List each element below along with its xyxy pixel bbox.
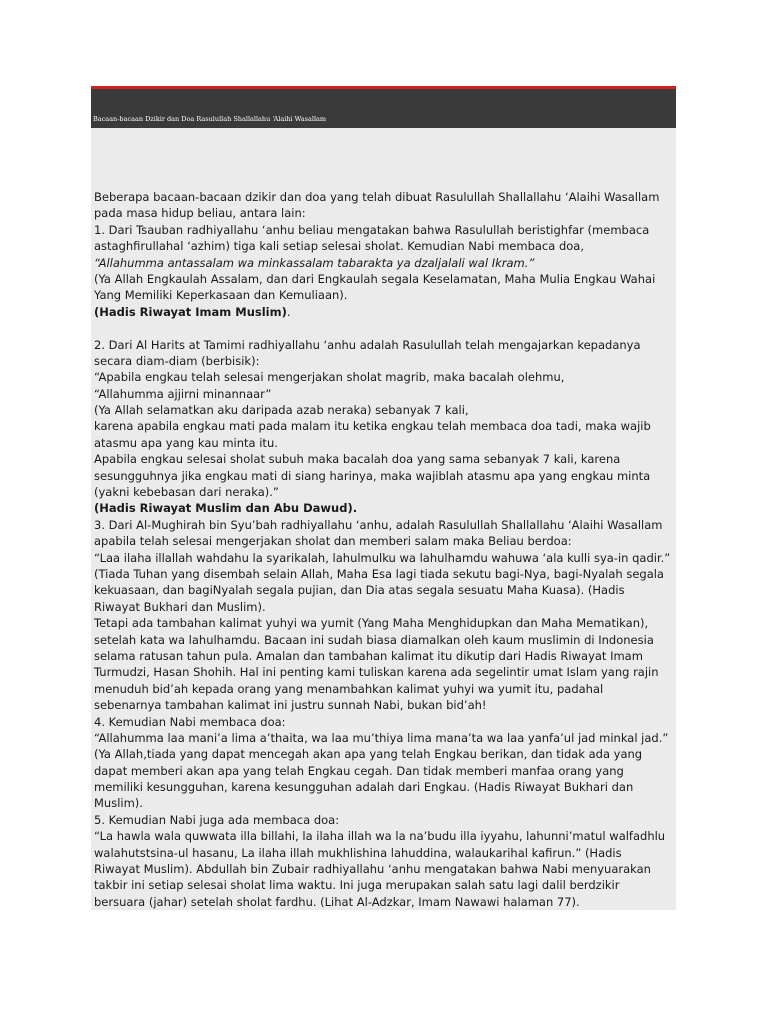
- text-line: bersuara (jahar) setelah sholat fardhu. (Lihat Al-Adzkar, Imam Nawawi halaman 77).: [94, 894, 580, 909]
- text-line: “Apabila engkau telah selesai mengerjakan sholat magrib, maka bacalah olehmu,: [94, 370, 565, 385]
- text-line: apabila telah selesai mengerjakan sholat dan memberi salam maka Beliau berdoa:: [94, 534, 572, 549]
- text-line: Riwayat Bukhari dan Muslim).: [94, 599, 266, 614]
- quote-line: “Allahumma antassalam wa minkassalam tabarakta ya dzaljalali wal Ikram.”: [94, 255, 535, 270]
- text-line: “La hawla wala quwwata illa billahi, la ilaha illah wa la na’budu illa iyyahu, lahunni’matul walfadhlu: [94, 829, 666, 844]
- text-line: Beberapa bacaan-bacaan dzikir dan doa yang telah dibuat Rasulullah Shallallahu ‘Alaihi Wasallam: [94, 190, 660, 204]
- text-line: 5. Kemudian Nabi juga ada membaca doa:: [94, 812, 340, 827]
- text-line: setelah kata wa lahulhamdu. Bacaan ini sudah biasa diamalkan oleh kaum muslimin di Indonesia: [94, 632, 654, 647]
- text-line: sesungguhnya jika engkau mati di siang harinya, maka wajiblah atasmu apa yang engkau minta: [94, 468, 651, 483]
- text-line: menuduh bid’ah kepada orang yang menambahkan kalimat yuhyi wa yumit itu, padahal: [94, 681, 604, 696]
- citation-line: [94, 304, 674, 320]
- text-line: memiliki kesungguhan, karena kesungguhan adalah dari Engkau. (Hadis Riwayat Bukhari dan: [94, 780, 634, 795]
- text-line: 3. Dari Al-Mughirah bin Syu’bah radhiyallahu ‘anhu, adalah Rasulullah Shallallahu ‘Alaihi Wasallam: [94, 517, 663, 532]
- text-line: atasmu apa yang kau minta itu.: [94, 435, 278, 450]
- text-line: kekuasaan, dan bagiNyalah segala pujian, dan Dia atas segala sesuatu Maha Kuasa). (Hadis: [94, 583, 625, 598]
- text-line: karena apabila engkau mati pada malam itu ketika engkau telah membaca doa tadi, maka wajib: [94, 419, 651, 434]
- text-line: Apabila engkau selesai sholat subuh maka bacalah doa yang sama sebanyak 7 kali, karena: [94, 452, 621, 467]
- text-line: 4. Kemudian Nabi membaca doa:: [94, 714, 286, 729]
- text-line: pada masa hidup beliau, antara lain:: [94, 206, 306, 221]
- blank-line: [94, 320, 674, 336]
- citation-bold: (Hadis Riwayat Imam Muslim): [94, 304, 287, 319]
- text-line: dapat memberi akan apa yang telah Engkau cegah. Dan tidak memberi manfaa orang yang: [94, 763, 624, 778]
- text-line: Muslim).: [94, 796, 143, 811]
- text-line: Riwayat Muslim). Abdullah bin Zubair radhiyallahu ‘anhu mengatakan bahwa Nabi menyuarakan: [94, 862, 651, 877]
- citation-period: .: [286, 304, 291, 319]
- text-line: (Tiada Tuhan yang disembah selain Allah, Maha Esa lagi tiada sekutu bagi-Nya, bagi-Nyalah segala: [94, 566, 664, 581]
- text-line: (Ya Allah selamatkan aku daripada azab neraka) sebanyak 7 kali,: [94, 403, 469, 418]
- text-line: (Ya Allah Engkaulah Assalam, dan dari Engkaulah segala Keselamatan, Maha Mulia Engkau Wahai: [94, 271, 656, 286]
- text-line: 2. Dari Al Harits at Tamimi radhiyallahu ‘anhu adalah Rasulullah telah mengajarkan kepadanya: [94, 337, 641, 352]
- text-line: “Laa ilaha illallah wahdahu la syarikalah, lahulmulku wa lahulhamdu wahuwa ‘ala kulli sya-in qadir.”: [94, 550, 671, 565]
- text-line: 1. Dari Tsauban radhiyallahu ‘anhu beliau mengatakan bahwa Rasulullah beristighfar (membaca: [94, 222, 650, 237]
- page-title: Bacaan-bacaan Dzikir dan Doa Rasulullah Shallallahu ‘Alaihi Wasallam: [93, 115, 327, 123]
- citation-line: (Hadis Riwayat Muslim dan Abu Dawud).: [94, 501, 358, 516]
- text-line: walahutstsina-ul hasanu, La ilaha illah mukhlishina lahuddina, walaukarihal kafirun.” (Hadis: [94, 845, 622, 860]
- text-line: selama ratusan tahun pula. Amalan dan tambahan kalimat itu dikutip dari Hadis Riwayat Imam: [94, 648, 643, 663]
- article-body: [94, 189, 674, 910]
- text-line: Turmudzi, Hasan Shohih. Hal ini penting kami tuliskan karena ada segelintir umat Islam yang rajin: [94, 665, 659, 680]
- text-line: Tetapi ada tambahan kalimat yuhyi wa yumit (Yang Maha Menghidupkan dan Maha Mematikan),: [94, 616, 649, 631]
- text-line: (Ya Allah,tiada yang dapat mencegah akan apa yang telah Engkau berikan, dan tidak ada yang: [94, 747, 643, 762]
- text-line: takbir ini setiap selesai sholat lima waktu. Ini juga merupakan salah satu lagi dalil berdzikir: [94, 878, 620, 893]
- text-line: Yang Memiliki Keperkasaan dan Kemuliaan).: [94, 288, 348, 303]
- text-line: secara diam-diam (berbisik):: [94, 353, 260, 368]
- text-line: “Allahumma ajjirni minannaar”: [94, 386, 272, 401]
- text-line: sebenarnya tambahan kalimat ini justru sunnah Nabi, bukan bid’ah!: [94, 698, 487, 713]
- text-line: “Allahumma laa mani’a lima a’thaita, wa laa mu’thiya lima mana’ta wa laa yanfa’ul jad minkal jad.”: [94, 730, 669, 745]
- text-line: astaghfirullahal ‘azhim) tiga kali setiap selesai sholat. Kemudian Nabi membaca doa,: [94, 239, 584, 254]
- text-line: (yakni kebebasan dari neraka).”: [94, 485, 279, 500]
